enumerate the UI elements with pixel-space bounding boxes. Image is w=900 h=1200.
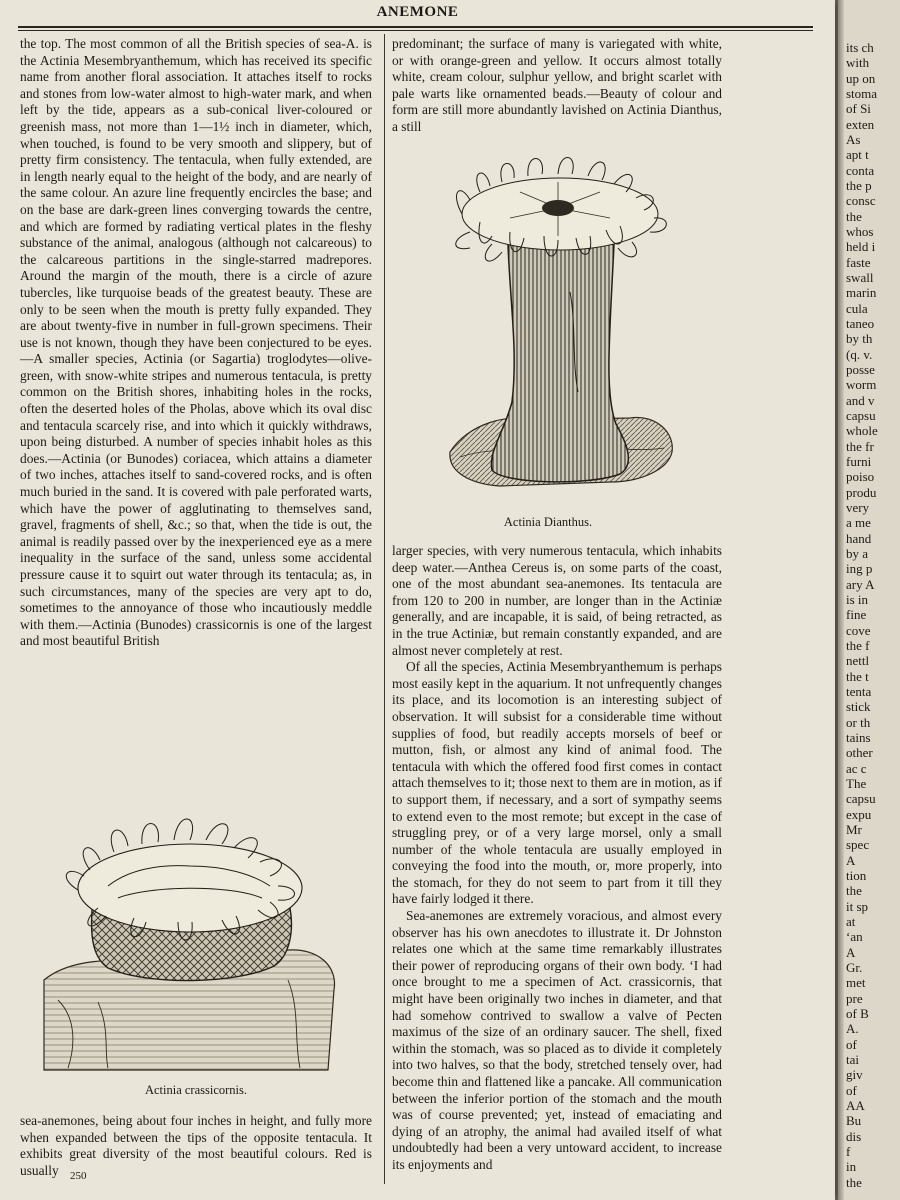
column-rule bbox=[384, 34, 385, 1184]
facing-page-line: the bbox=[846, 208, 862, 224]
facing-page-line: capsu bbox=[846, 408, 876, 423]
facing-page-line: held i bbox=[846, 239, 876, 255]
figure-caption: Actinia crassicornis. bbox=[144, 1083, 248, 1097]
facing-page-line: it sp bbox=[846, 898, 869, 914]
facing-page-line: is in bbox=[846, 592, 869, 607]
facing-page-line: marin bbox=[846, 285, 877, 301]
actinia-dianthus-engraving-icon bbox=[440, 152, 680, 504]
facing-page-line: the bbox=[846, 1174, 862, 1190]
facing-page-line: capsu bbox=[846, 791, 876, 807]
facing-page-line: A bbox=[846, 852, 856, 868]
facing-page-line: the bbox=[846, 883, 862, 899]
facing-page-line: dis bbox=[846, 1128, 862, 1144]
facing-page-line: cove bbox=[846, 622, 871, 638]
facing-page-line: at bbox=[846, 914, 856, 929]
facing-page-line: tion bbox=[846, 868, 867, 883]
header-rule bbox=[18, 26, 813, 31]
facing-page-line: fine bbox=[846, 607, 867, 623]
facing-page-line: giv bbox=[846, 1067, 863, 1083]
facing-page-line: of bbox=[846, 1082, 857, 1098]
facing-page-line: or th bbox=[846, 714, 871, 730]
paragraph: Sea-anemones are extremely voracious, and almost every observer has his own anecdotes to illustrate it. Dr Johnston relates one which at the same time remarkably illustrates their power of reproducing organs of their own body. ‘I had once brought to me a specimen of Act. crassicornis, that might have been originally two inches in diameter, and that had somehow contrived to swallow a valve of Pecten maximus of the size of an ordinary saucer. The shell, fixed within the stomach, was so placed as to divide it completely into two halves, so that the body, stretched tensely over, had become thin and flattened like a pancake. All communication between the inferior portion of the stomach and the mouth was of course prevented; yet, instead of emaciating and dying of an atrophy, the animal had availed itself of what undoubtedly had been a very untoward accident, to increase its enjoyments and bbox=[392, 908, 722, 1172]
facing-page-line: tai bbox=[846, 1052, 859, 1067]
facing-page-line: of B bbox=[846, 1006, 869, 1021]
paragraph: sea-anemones, being about four inches in height, and fully more when expanded between the tips of the opposite tentacula. It exhibits great diversity of the most beautiful colours. Red is usually bbox=[20, 1113, 372, 1178]
facing-page-line: taneo bbox=[846, 316, 875, 331]
facing-page-line: up on bbox=[846, 70, 876, 86]
facing-page-line: posse bbox=[846, 362, 875, 377]
facing-page-line: expu bbox=[846, 806, 872, 822]
right-column-bottom bbox=[392, 543, 722, 1174]
figure-caption: Actinia Dianthus. bbox=[503, 515, 593, 529]
page-gutter bbox=[838, 0, 844, 1200]
facing-page-line: stick bbox=[846, 699, 871, 715]
facing-page-line: of Si bbox=[846, 101, 871, 117]
facing-page-line: very bbox=[846, 500, 870, 515]
facing-page-line: spec bbox=[846, 837, 870, 853]
facing-page-line: faste bbox=[846, 254, 871, 270]
facing-page-line: met bbox=[846, 975, 866, 991]
facing-page-line: whole bbox=[846, 423, 878, 439]
right-column-top bbox=[392, 36, 722, 136]
facing-page-line: Bu bbox=[846, 1113, 862, 1129]
facing-page-line: pre bbox=[846, 990, 863, 1006]
facing-page-line: apt t bbox=[846, 147, 869, 163]
facing-page-line: Mr bbox=[846, 822, 862, 837]
paragraph: the top. The most common of all the British species of sea-A. is the Actinia Mesembryanthemum, which has received its specific name from another floral association. It attaches itself to rocks and stones from low-water almost to high-water mark, and when left by the tide, appears as a sub-conical liver-coloured or greenish mass, not more than 1—1½ inch in diameter, which, when touched, is found to be very smooth and slippery, but of pretty firm consistency. The tentacula, when fully extended, are in length nearly equal to the height of the body, and are nearly of the same colour. An azure line frequently encircles the base; and on the base are dark-green lines converging towards the centre, and which are formed by radiating vertical plates in the fleshy substance of the animal, analogous (although not calcareous) to the calcareous partitions in the single-starred madrepores. Around the margin of the mouth, there is a circle of azure tubercles, like turquoise beads of the greatest beauty. These are only to be seen when the mouth is pretty fully expanded. They are about twenty-five in number in full-grown specimens. Their use is not known, though they have been conjectured to be eyes.—A smaller species, Actinia (or Sagartia) troglodytes—olive-green, with snow-white stripes and numerous tentacula, is pretty common on the British shores, inhabiting holes in the rocks, often the deserted holes of the Pholas, above which its oval disc and tentacula scarcely rise, and into which it quickly withdraws, upon being disturbed. A number of species inhabit holes as this does.—Actinia (or Bunodes) coriacea, which attains a diameter of two inches, attaches itself to sand-covered rocks, and is often much buried in the sand. It is covered with pale perforated warts, which have the power of agglutinating to themselves sand, gravel, fragments of shell, &c.; so that, when the tide is out, the animal is readily passed over by the inexperienced eye as a mere inequality in the surface of the sand, unless some accidental pressure cause it to squirt out water through its tentacula; as, in such circumstances, many of the species are very apt to do, sometimes to the annoyance of those who incautiously meddle with them.—Actinia (Bunodes) crassicornis is one of the largest and most beautiful British bbox=[20, 36, 372, 649]
facing-page-line: ary A bbox=[846, 576, 875, 592]
facing-page-line: nettl bbox=[846, 653, 870, 669]
facing-page-line: A bbox=[846, 944, 856, 960]
facing-page-line: exten bbox=[846, 116, 875, 132]
facing-page-line: by a bbox=[846, 546, 869, 561]
facing-page-line: and v bbox=[846, 392, 875, 408]
page-number: 250 bbox=[70, 1170, 87, 1182]
facing-page bbox=[838, 0, 900, 1200]
facing-page-line: ac c bbox=[846, 760, 867, 776]
facing-page-line: consc bbox=[846, 193, 876, 209]
left-column-top bbox=[20, 36, 372, 650]
facing-page-line: Gr. bbox=[846, 960, 863, 975]
facing-page-line: AA bbox=[846, 1098, 865, 1113]
facing-page-line: The bbox=[846, 776, 867, 791]
facing-page-line: ing p bbox=[846, 561, 873, 577]
facing-page-line: whos bbox=[846, 224, 874, 239]
paragraph: Of all the species, Actinia Mesembryanthemum is perhaps most easily kept in the aquarium. It not unfrequently changes its place, and its locomotion is an interesting subject of observation. It will subsist for a considerable time without supplies of food, but readily accepts morsels of beef or mutton, fish, or almost any kind of animal food. The tentacula with which the offered food first comes in contact attach themselves to it; those next to them are in motion, as if to support them, if necessary, and a sort of sympathy seems to extend even to the most remote; but except in the case of struggling prey, or of a very large morsel, only a small number of the whole tentacula are usually employed in conveying the food into the mouth, or, more properly, into the stomach, for they do not seem to part from it till they have fairly lodged it there. bbox=[392, 659, 722, 907]
paragraph: predominant; the surface of many is variegated with white, or with orange-green and yellow. It occurs almost totally white, cream colour, sulphur yellow, and bright scarlet with pale warts like ornamented beads.—Beauty of colour and form are still more abundantly lavished on Actinia Dianthus, a still bbox=[392, 36, 722, 134]
facing-page-line: hand bbox=[846, 530, 872, 546]
actinia-crassicornis-engraving-icon bbox=[38, 790, 358, 1076]
facing-page-line: its ch bbox=[846, 40, 874, 55]
facing-page-line: the f bbox=[846, 638, 870, 653]
facing-page-line: other bbox=[846, 745, 873, 761]
facing-page-line: in bbox=[846, 1159, 857, 1175]
facing-page-line: a me bbox=[846, 515, 871, 531]
facing-page-line: with bbox=[846, 55, 870, 71]
facing-page-line: As bbox=[846, 132, 861, 147]
facing-page-line: swall bbox=[846, 270, 874, 285]
facing-page-line: conta bbox=[846, 162, 875, 178]
facing-page-line: ‘an bbox=[846, 929, 863, 945]
facing-page-line: the t bbox=[846, 668, 869, 684]
facing-page-line: furni bbox=[846, 454, 872, 469]
facing-page-line: of bbox=[846, 1036, 857, 1052]
paragraph: larger species, with very numerous tentacula, which inhabits deep water.—Anthea Cereus is, on some parts of the coast, one of the most abundant sea-anemones. Its tentacula are from 120 to 200 in number, are longer than in the Actiniæ generally, and are incapable, it is said, of being retracted, as in the true Actiniæ, but remain constantly expanded, and are almost never completely at rest. bbox=[392, 543, 722, 658]
facing-page-line: poiso bbox=[846, 469, 875, 485]
facing-page-line: tains bbox=[846, 730, 871, 745]
running-head: ANEMONE bbox=[376, 4, 459, 20]
facing-page-line: cula bbox=[846, 300, 868, 316]
facing-page-line: the p bbox=[846, 178, 872, 193]
facing-page-line: (q. v. bbox=[846, 346, 873, 362]
facing-page-line: by th bbox=[846, 331, 873, 347]
facing-page-line: the fr bbox=[846, 438, 874, 454]
facing-page-line: A. bbox=[846, 1021, 859, 1037]
facing-page-line: stoma bbox=[846, 86, 878, 101]
facing-page-line: f bbox=[846, 1144, 851, 1159]
facing-page-line: tenta bbox=[846, 684, 872, 699]
facing-page-line: worm bbox=[846, 377, 877, 393]
facing-page-line: produ bbox=[846, 484, 877, 500]
